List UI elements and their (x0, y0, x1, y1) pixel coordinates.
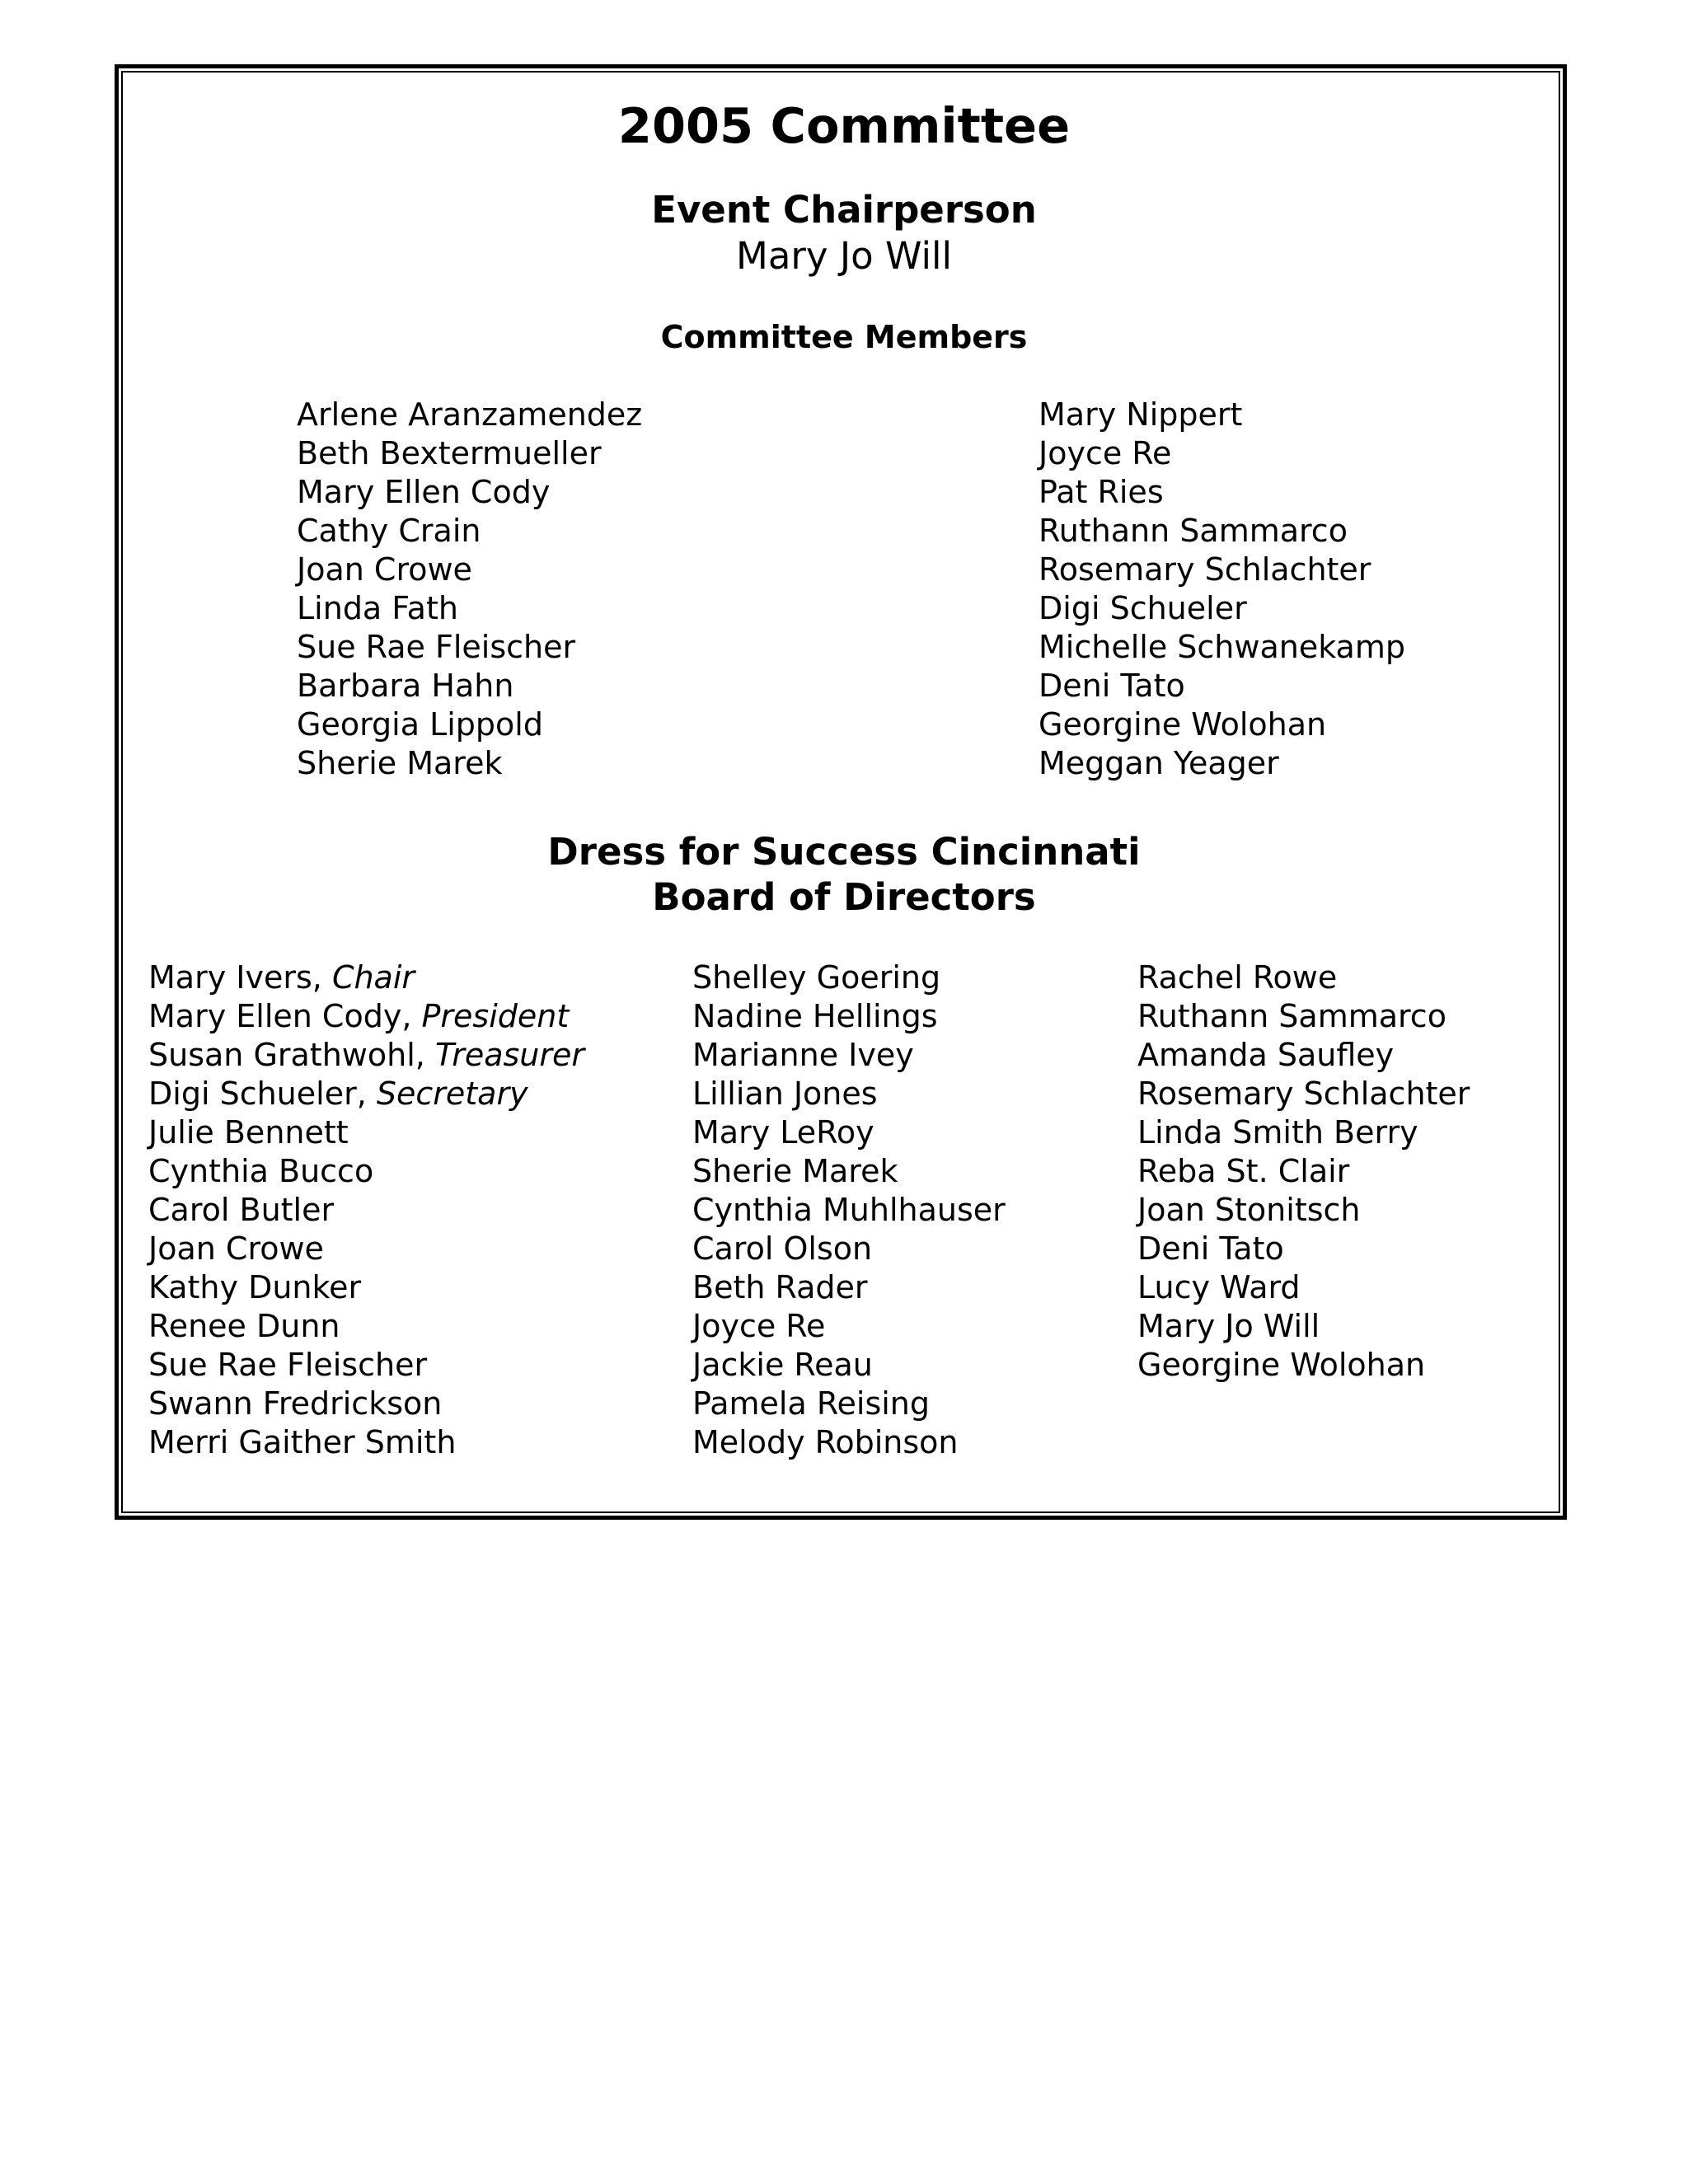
chairperson-name: Mary Jo Will (736, 234, 952, 278)
list-item: Arlene Aranzamendez (297, 396, 643, 433)
list-item: Rachel Rowe (1137, 959, 1338, 996)
list-item: Georgine Wolohan (1137, 1347, 1426, 1383)
list-item: Joan Crowe (148, 1230, 324, 1267)
list-item: Pat Ries (1039, 474, 1164, 510)
officer-name: Digi Schueler, (148, 1076, 367, 1112)
list-item: Barbara Hahn (297, 668, 514, 704)
committee-column-1 (297, 396, 642, 783)
board-heading (0, 829, 1688, 920)
committee-column-2 (1039, 396, 1405, 783)
list-item: Rosemary Schlachter (1039, 551, 1372, 588)
page-title: 2005 Committee (617, 97, 1071, 154)
list-item: Beth Rader (692, 1269, 868, 1305)
officer-role: Chair (331, 959, 415, 996)
list-item: Mary Jo Will (1137, 1308, 1320, 1344)
list-item: Sherie Marek (692, 1153, 898, 1189)
board-column-3 (1137, 958, 1470, 1385)
officer-item (148, 997, 584, 1036)
list-item: Renee Dunn (148, 1308, 340, 1344)
list-item: Melody Robinson (692, 1424, 959, 1460)
officer-role: Treasurer (434, 1037, 584, 1073)
officer-item (148, 958, 584, 997)
chairperson-heading: Event Chairperson (651, 188, 1037, 232)
list-item: Ruthann Sammarco (1137, 998, 1447, 1034)
list-item: Joyce Re (692, 1308, 826, 1344)
list-item: Sherie Marek (297, 745, 503, 781)
officer-name: Mary Ellen Cody, (148, 998, 412, 1034)
list-item: Amanda Saufley (1137, 1037, 1395, 1073)
list-item: Cynthia Bucco (148, 1153, 374, 1189)
list-item: Georgia Lippold (297, 706, 543, 743)
list-item: Joyce Re (1039, 435, 1172, 471)
list-item: Sue Rae Fleischer (297, 629, 576, 665)
list-item: Meggan Yeager (1039, 745, 1279, 781)
list-item: Carol Olson (692, 1230, 873, 1267)
board-heading-line-1: Dress for Success Cincinnati (547, 830, 1141, 874)
list-item: Ruthann Sammarco (1039, 513, 1348, 549)
list-item: Mary Ellen Cody (297, 474, 551, 510)
list-item: Mary LeRoy (692, 1114, 874, 1151)
list-item: Deni Tato (1137, 1230, 1284, 1267)
list-item: Cynthia Muhlhauser (692, 1192, 1006, 1228)
board-heading-line-2: Board of Directors (652, 875, 1036, 919)
list-item: Cathy Crain (297, 513, 481, 549)
list-item: Beth Bextermueller (297, 435, 602, 471)
list-item: Georgine Wolohan (1039, 706, 1327, 743)
list-item: Linda Smith Berry (1137, 1114, 1418, 1151)
list-item: Michelle Schwanekamp (1039, 629, 1405, 665)
list-item: Joan Stonitsch (1137, 1192, 1361, 1228)
list-item: Swann Fredrickson (148, 1385, 443, 1422)
list-item: Jackie Reau (692, 1347, 873, 1383)
board-column-1 (148, 958, 584, 1462)
list-item: Carol Butler (148, 1192, 335, 1228)
officer-role: Secretary (376, 1076, 528, 1112)
list-item: Linda Fath (297, 590, 458, 626)
list-item: Lucy Ward (1137, 1269, 1301, 1305)
list-item: Mary Nippert (1039, 396, 1243, 433)
officer-name: Susan Grathwohl, (148, 1037, 425, 1073)
list-item: Pamela Reising (692, 1385, 931, 1422)
list-item: Deni Tato (1039, 668, 1185, 704)
board-column-2 (692, 958, 1006, 1462)
list-item: Joan Crowe (297, 551, 472, 588)
list-item: Reba St. Clair (1137, 1153, 1350, 1189)
list-item: Marianne Ivey (692, 1037, 914, 1073)
officer-role: President (421, 998, 570, 1034)
officer-name: Mary Ivers, (148, 959, 322, 996)
list-item: Rosemary Schlachter (1137, 1076, 1470, 1112)
list-item: Sue Rae Fleischer (148, 1347, 428, 1383)
list-item: Shelley Goering (692, 959, 941, 996)
list-item: Julie Bennett (148, 1114, 349, 1151)
list-item: Lillian Jones (692, 1076, 878, 1112)
committee-members-heading: Committee Members (660, 319, 1028, 355)
officer-item (148, 1036, 584, 1075)
list-item: Merri Gaither Smith (148, 1424, 457, 1460)
list-item: Kathy Dunker (148, 1269, 362, 1305)
list-item: Nadine Hellings (692, 998, 938, 1034)
list-item: Digi Schueler (1039, 590, 1247, 626)
officer-item (148, 1075, 584, 1113)
